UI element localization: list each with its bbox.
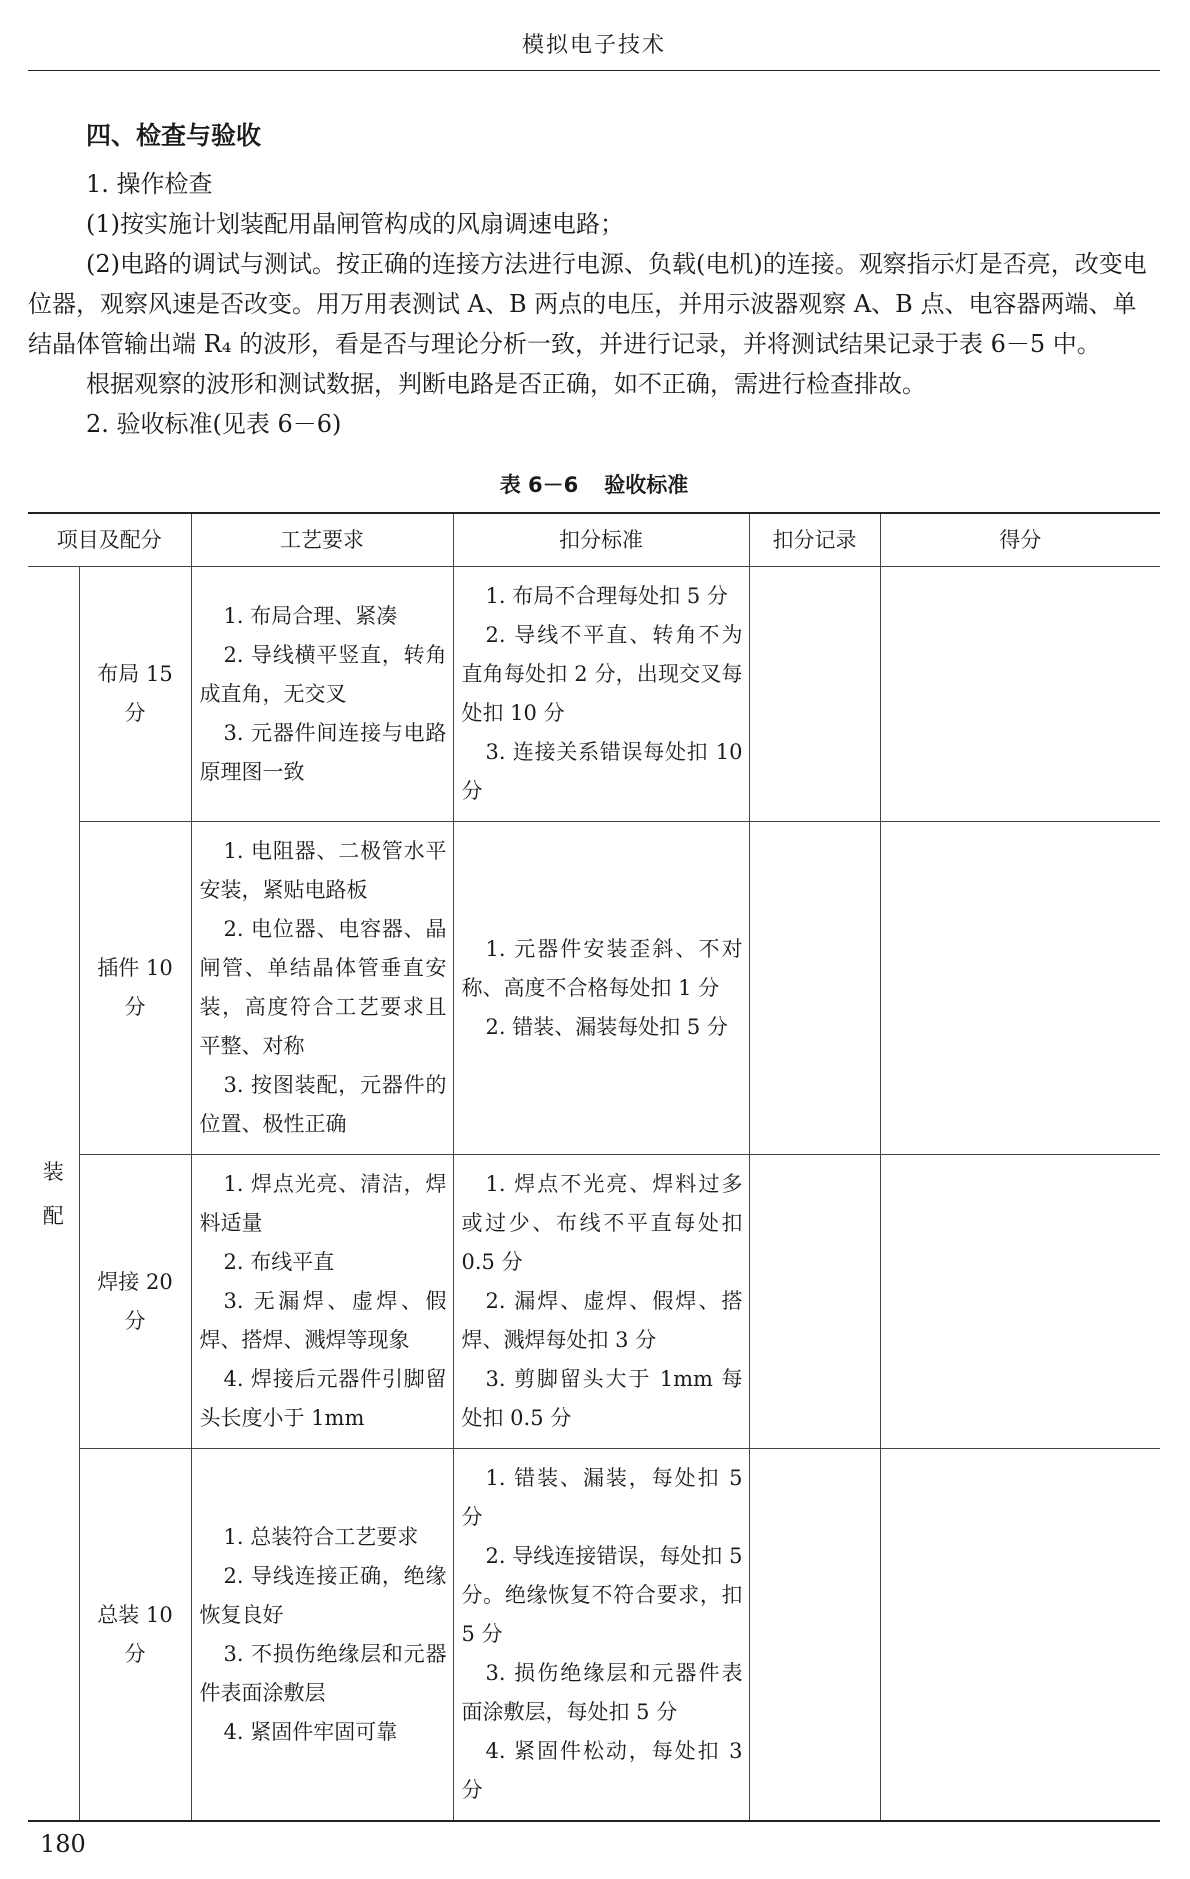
deduction-line: 4. 紧固件松动，每处扣 3 分 [461, 1739, 743, 1802]
item-cell: 焊接 20 分 [79, 1155, 191, 1449]
category-cell [28, 567, 79, 1822]
requirement-line: 3. 按图装配，元器件的位置、极性正确 [199, 1073, 447, 1136]
requirement-line: 1. 电阻器、二极管水平安装，紧贴电路板 [199, 839, 447, 902]
deduction-line: 1. 元器件安装歪斜、不对称、高度不合格每处扣 1 分 [461, 936, 743, 1000]
table-row [28, 1155, 1160, 1449]
header-cell-score: 得分 [880, 513, 1160, 567]
item-cell: 总装 10 分 [79, 1449, 191, 1822]
deduction-line: 1. 布局不合理每处扣 5 分 [485, 584, 728, 608]
record-cell [749, 567, 880, 822]
score-cell [880, 567, 1160, 822]
deduction-cell [453, 1155, 749, 1449]
paragraph-troubleshoot: 根据观察的波形和测试数据，判断电路是否正确，如不正确，需进行检查排故。 [86, 370, 926, 398]
record-cell [749, 822, 880, 1155]
deduction-cell [453, 1449, 749, 1822]
requirement-cell [191, 822, 453, 1155]
table-caption-number: 表 6－6 [499, 473, 579, 497]
requirement-cell [191, 1155, 453, 1449]
page-number: 180 [40, 1830, 86, 1858]
acceptance-table [28, 512, 1160, 1822]
subheading-acceptance-standard: 2. 验收标准(见表 6－6) [86, 410, 342, 438]
requirement-line: 2. 导线连接正确，绝缘恢复良好 [199, 1563, 447, 1627]
requirement-line: 3. 元器件间连接与电路原理图一致 [199, 720, 447, 784]
section-heading: 四、检查与验收 [86, 121, 262, 150]
category-label: 装配 [42, 1159, 64, 1228]
requirement-cell [191, 567, 453, 822]
table-row [28, 822, 1160, 1155]
requirement-line: 3. 无漏焊、虚焊、假焊、搭焊、溅焊等现象 [199, 1289, 447, 1352]
subheading-operation-check: 1. 操作检查 [86, 170, 213, 198]
paragraph-item-1: (1)按实施计划装配用晶闸管构成的风扇调速电路； [86, 210, 624, 238]
deduction-cell [453, 822, 749, 1155]
requirement-line: 2. 布线平直 [223, 1250, 335, 1274]
deduction-line: 2. 错装、漏装每处扣 5 分 [485, 1014, 728, 1039]
item-cell: 布局 15 分 [79, 567, 191, 822]
requirement-line: 1. 焊点光亮、清洁，焊料适量 [199, 1172, 447, 1235]
header-cell-record: 扣分记录 [749, 513, 880, 567]
requirement-line: 2. 电位器、电容器、晶闸管、单结晶体管垂直安装，高度符合工艺要求且平整、对称 [199, 917, 447, 1058]
deduction-line: 2. 导线不平直、转角不为直角每处扣 2 分，出现交叉每处扣 10 分 [461, 623, 743, 725]
record-cell [749, 1449, 880, 1822]
deduction-line: 2. 漏焊、虚焊、假焊、搭焊、溅焊每处扣 3 分 [461, 1289, 743, 1352]
score-cell [880, 1449, 1160, 1822]
score-cell [880, 1155, 1160, 1449]
deduction-cell [453, 567, 749, 822]
requirement-line: 4. 紧固件牢固可靠 [223, 1719, 398, 1744]
deduction-line: 1. 错装、漏装，每处扣 5 分 [461, 1466, 743, 1529]
requirement-line: 3. 不损伤绝缘层和元器件表面涂敷层 [199, 1641, 447, 1705]
requirement-line: 1. 布局合理、紧凑 [223, 603, 398, 628]
record-cell [749, 1155, 880, 1449]
header-cell-requirement: 工艺要求 [191, 513, 453, 567]
deduction-line: 3. 损伤绝缘层和元器件表面涂敷层，每处扣 5 分 [461, 1661, 743, 1724]
running-header [28, 0, 1160, 71]
requirement-line: 4. 焊接后元器件引脚留头长度小于 1mm [199, 1367, 447, 1430]
deduction-line: 3. 剪脚留头大于 1mm 每处扣 0.5 分 [461, 1367, 743, 1430]
deduction-line: 2. 导线连接错误，每处扣 5 分。绝缘恢复不符合要求，扣 5 分 [461, 1544, 743, 1646]
header-cell-item: 项目及配分 [28, 513, 191, 567]
table-header-row [28, 513, 1160, 567]
item-cell: 插件 10 分 [79, 822, 191, 1155]
table-row [28, 1449, 1160, 1822]
deduction-line: 3. 连接关系错误每处扣 10 分 [461, 740, 743, 803]
paragraph-item-2: (2)电路的调试与测试。按正确的连接方法进行电源、负载(电机)的连接。观察指示灯是否亮，改变电位器，观察风速是否改变。用万用表测试 A、B 两点的电压，并用示波器观察 A、B 点、电容器两端、单结晶体管输出端 R₄ 的波形，看是否与理论分析一致，并进行记录，并将测试结果记录于表 6－5 中。 [28, 250, 1147, 358]
requirement-line: 2. 导线横平竖直，转角成直角，无交叉 [199, 642, 447, 706]
table-caption-title: 验收标准 [604, 473, 689, 497]
header-title: 模拟电子技术 [521, 33, 666, 58]
deduction-line: 1. 焊点不光亮、焊料过多或过少、布线不平直每处扣 0.5 分 [461, 1172, 743, 1274]
table-row [28, 567, 1160, 822]
header-cell-deduction: 扣分标准 [453, 513, 749, 567]
requirement-cell [191, 1449, 453, 1822]
table-caption [28, 470, 1160, 500]
requirement-line: 1. 总装符合工艺要求 [223, 1524, 419, 1549]
score-cell [880, 822, 1160, 1155]
page-content [28, 118, 1160, 1822]
